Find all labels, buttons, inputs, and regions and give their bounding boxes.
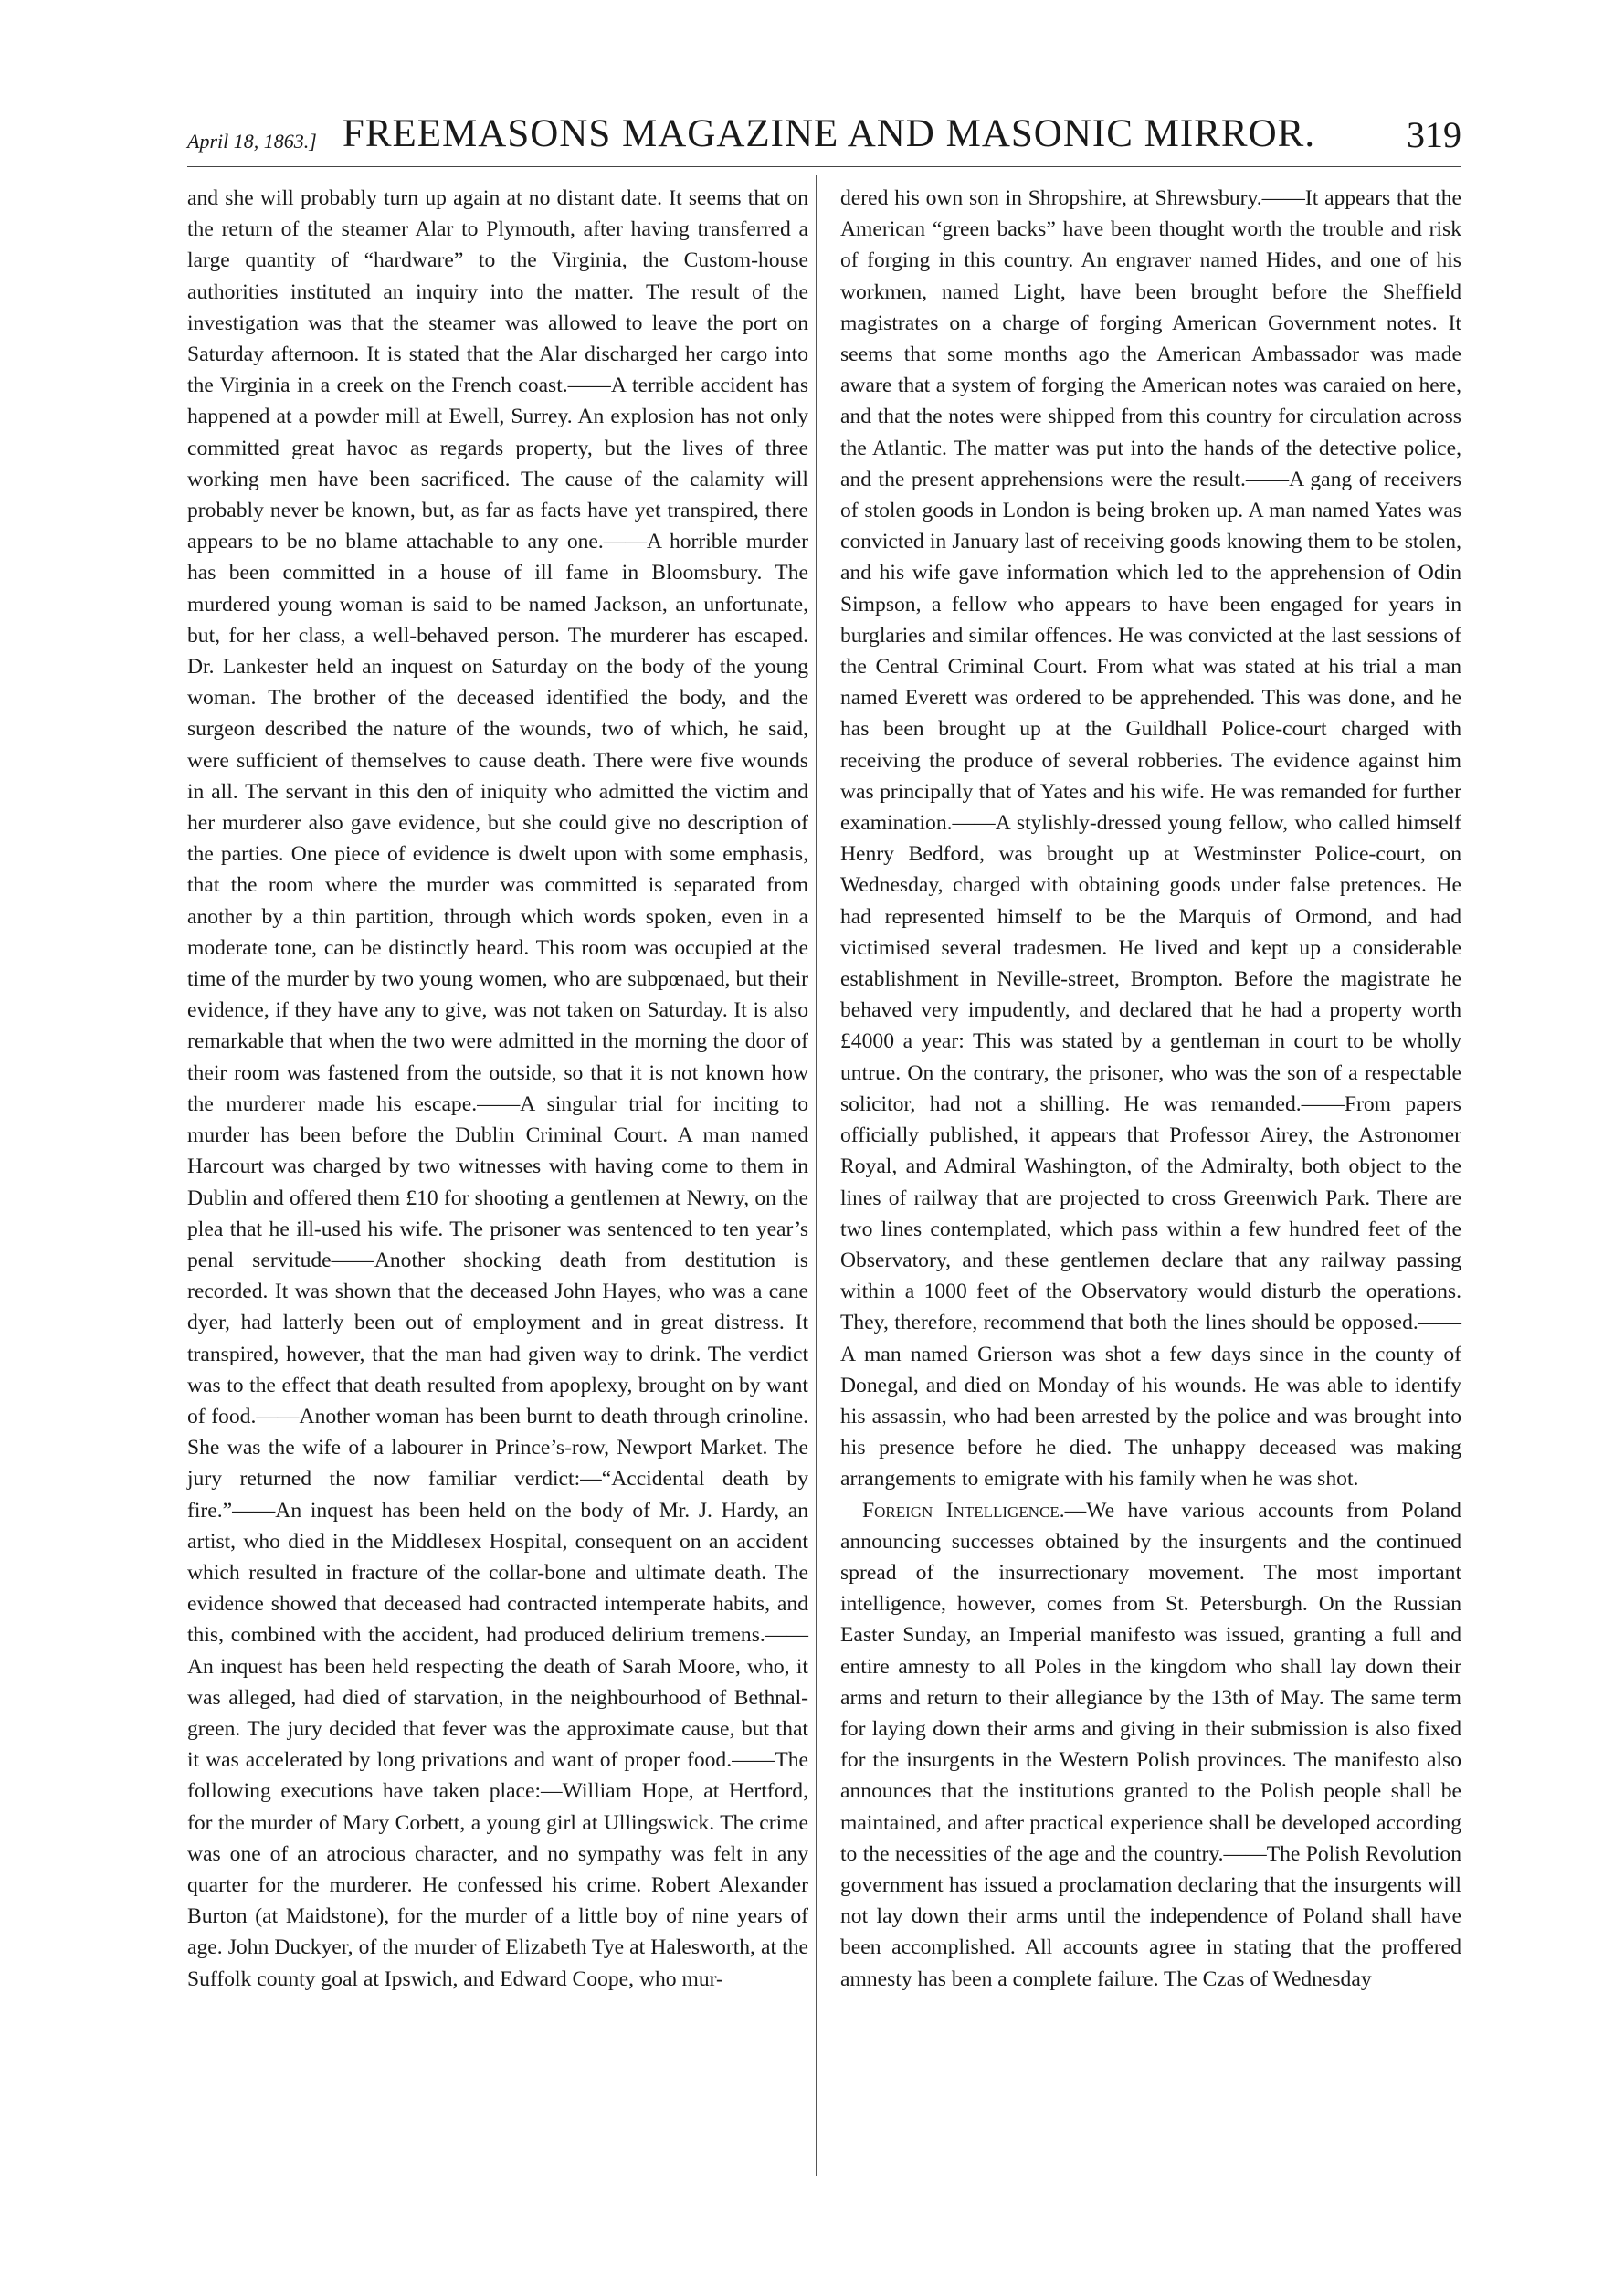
page-number: 319 <box>1407 114 1461 155</box>
section-heading-foreign-intelligence: Foreign Intelligence. <box>862 1498 1065 1523</box>
foreign-intelligence-text: —We have various accounts from Poland announcing successes obtained by the insurgents and the continued spread of the insurrectionary movement. The most important intelligence, however, comes from St. Petersburgh. On the Russian Easter Sunday, an Imperial manifesto was issued, granting a full and entire amnesty to all Poles in the kingdom who shall lay down their arms and return to their allegiance by the 13th of May. The same term for laying down their arms and giving in their submission is also fixed for the insurgents in the Western Polish provinces. The manifesto also announces that the institutions granted to the Polish people shall be maintained, and after practical experience shall be developed according to the necessities of the age and the country.——The Polish Revolution government has issued a proclamation declaring that the insurgents will not lay down their arms until the independence of Poland shall have been accomplished. All accounts agree in stating that the proffered amnesty has been a complete failure. The Czas of Wednesday <box>840 1498 1461 1991</box>
header-rule <box>187 166 1461 167</box>
running-header <box>187 108 1461 163</box>
left-column-text: and she will probably turn up again at no distant date. It seems that on the return of the steamer Alar to Plymouth, after having transferred a large quantity of “hardware” to the Virginia, the Custom-house authorities instituted an inquiry into the matter. The result of the investigation was that the steamer was allowed to leave the port on Saturday afternoon. It is stated that the Alar discharged her cargo into the Virginia in a creek on the French coast.——A terrible accident has happened at a powder mill at Ewell, Surrey. An explosion has not only committed great havoc as regards property, but the lives of three working men have been sacrificed. The cause of the calamity will probably never be known, but, as far as facts have yet transpired, there appears to be no blame attachable to any one.——A horrible murder has been committed in a house of ill fame in Bloomsbury. The murdered young woman is said to be named Jackson, an unfortunate, but, for her class, a well-behaved person. The murderer has escaped. Dr. Lankester held an inquest on Saturday on the body of the young woman. The brother of the deceased identified the body, and the surgeon described the nature of the wounds, two of which, he said, were sufficient of themselves to cause death. There were five wounds in all. The servant in this den of iniquity who admitted the victim and her murderer also gave evidence, but she could give no description of the parties. One piece of evidence is dwelt upon with some emphasis, that the room where the murder was committed is separated from another by a thin partition, through which words spoken, even in a moderate tone, can be distinctly heard. This room was occupied at the time of the murder by two young women, who are subpœnaed, but their evidence, if they have any to give, was not taken on Saturday. It is also remarkable that when the two were admitted in the morning the door of their room was fastened from the outside, so that it is not known how the murderer made his escape.——A singular trial for inciting to murder has been before the Dublin Criminal Court. A man named Harcourt was charged by two witnesses with having come to them in Dublin and offered them £10 for shooting a gentlemen at Newry, on the plea that he ill-used his wife. The prisoner was sentenced to ten year’s penal servitude——Another shocking death from destitution is recorded. It was shown that the deceased John Hayes, who was a cane dyer, had latterly been out of employment and in great distress. It transpired, however, that the man had given way to drink. The verdict was to the effect that death resulted from apoplexy, brought on by want of food.——Another woman has been burnt to death through crinoline. She was the wife of a labourer in Prince’s-row, Newport Market. The jury returned the now familiar verdict:—“Accidental death by fire.”——An inquest has been held on the body of Mr. J. Hardy, an artist, who died in the Middlesex Hospital, consequent on an accident which resulted in fracture of the collar-bone and ultimate death. The evidence showed that deceased had contracted intemperate habits, and this, combined with the accident, had produced delirium tremens.——An inquest has been held respecting the death of Sarah Moore, who, it was alleged, had died of starvation, in the neighbourhood of Bethnal-green. The jury decided that fever was the approximate cause, but that it was accelerated by long privations and want of proper food.——The following executions have taken place:—William Hope, at Hertford, for the murder of Mary Corbett, a young girl at Ullingswick. The crime was one of an atrocious character, and no sympathy was felt in any quarter for the murderer. He confessed his crime. Robert Alexander Burton (at Maidstone), for the murder of a little boy of nine years of age. John Duckyer, of the murder of Elizabeth Tye at Halesworth, at the Suffolk county goal at Ipswich, and Edward Coope, who mur- <box>187 186 808 1991</box>
right-column-paragraph-2 <box>840 1495 1461 1995</box>
left-column <box>187 183 808 1995</box>
right-column-paragraph-1: dered his own son in Shropshire, at Shrewsbury.——It appears that the American “green backs” have been thought worth the trouble and risk of forging in this country. An engraver named Hides, and one of his workmen, named Light, have been brought before the Sheffield magistrates on a charge of forging American Government notes. It seems that some months ago the American Ambassador was made aware that a system of forging the American notes was caraied on here, and that the notes were shipped from this country for circulation across the Atlantic. The matter was put into the hands of the detective police, and the present apprehensions were the result.——A gang of receivers of stolen goods in London is being broken up. A man named Yates was convicted in January last of receiving goods knowing them to be stolen, and his wife gave information which led to the apprehension of Odin Simpson, a fellow who appears to have been engaged for years in burglaries and similar offences. He was convicted at the last sessions of the Central Criminal Court. From what was stated at his trial a man named Everett was ordered to be apprehended. This was done, and he has been brought up at the Guildhall Police-court charged with receiving the produce of several robberies. The evidence against him was principally that of Yates and his wife. He was remanded for further examination.——A stylishly-dressed young fellow, who called himself Henry Bedford, was brought up at Westminster Police-court, on Wednesday, charged with obtaining goods under false pretences. He had represented himself to be the Marquis of Ormond, and had victimised several tradesmen. He lived and kept up a considerable establishment in Neville-street, Brompton. Before the magistrate he behaved very impudently, and declared that he had a property worth £4000 a year: This was stated by a gentleman in court to be wholly untrue. On the contrary, the prisoner, who was the son of a respectable solicitor, had not a shilling. He was remanded.——From papers officially published, it appears that Professor Airey, the Astronomer Royal, and Admiral Washington, of the Admiralty, both object to the lines of railway that are projected to cross Greenwich Park. There are two lines contemplated, which pass within a few hundred feet of the Observatory, and these gentlemen declare that any railway passing within a 1000 feet of the Observatory would disturb the operations. They, therefore, recommend that both the lines should be opposed.——A man named Grierson was shot a few days since in the county of Donegal, and died on Monday of his wounds. He was able to identify his assassin, who had been arrested by the police and was brought into his presence before he died. The unhappy deceased was making arrangements to emigrate with his family when he was shot. <box>840 186 1461 1492</box>
column-divider <box>816 175 817 2176</box>
publication-title: FREEMASONS MAGAZINE AND MASONIC MIRROR. <box>342 112 1316 155</box>
issue-date: April 18, 1863.] <box>187 130 317 153</box>
right-column <box>840 183 1461 1995</box>
